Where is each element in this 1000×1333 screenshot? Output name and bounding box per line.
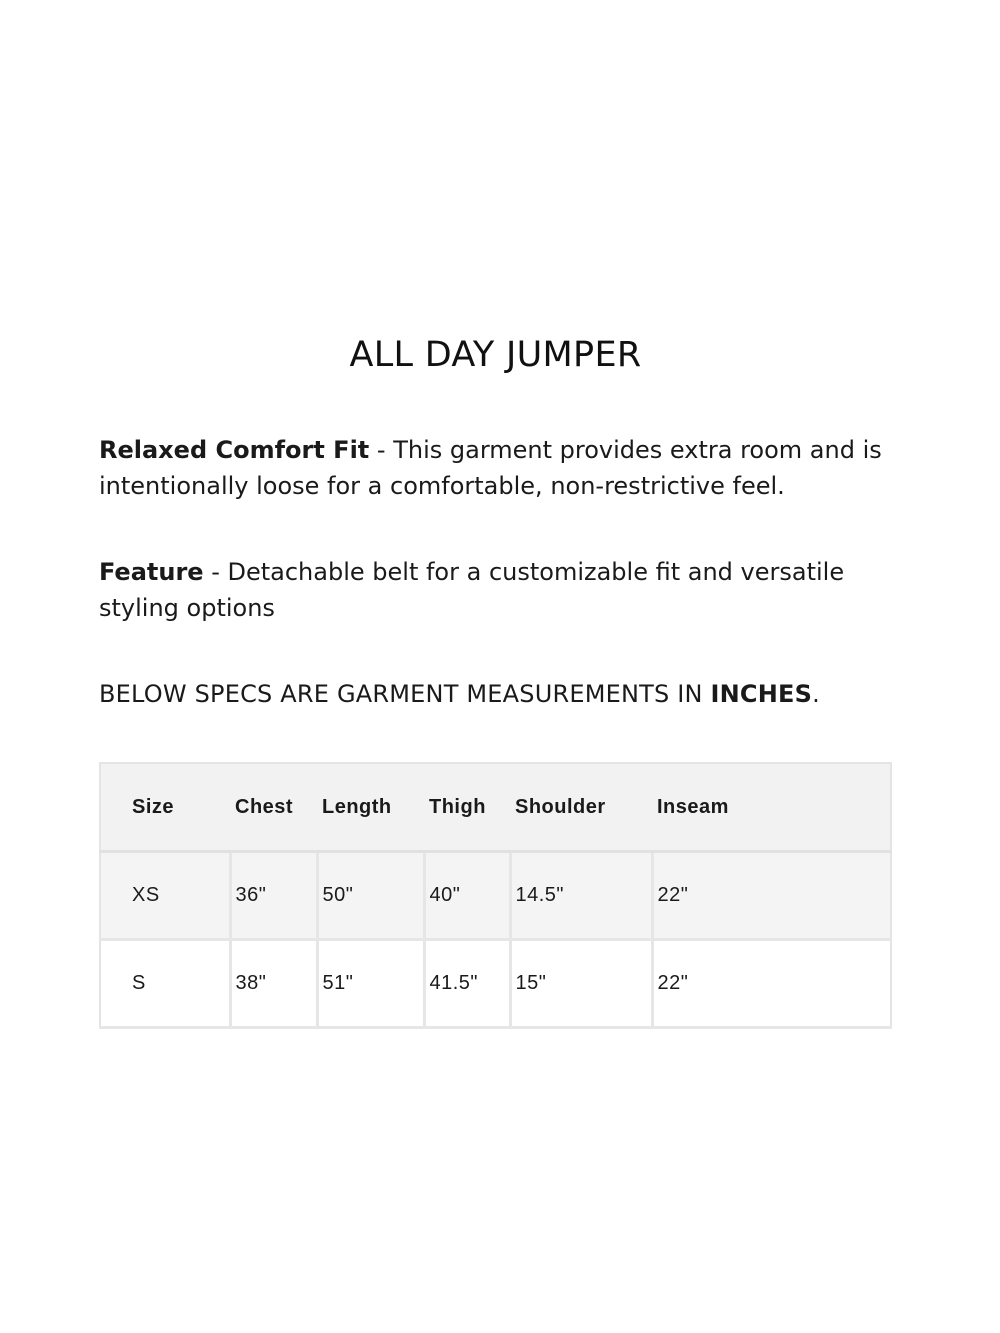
cell-size: S xyxy=(100,940,230,1028)
specs-note-unit: INCHES xyxy=(710,680,813,708)
cell-thigh: 41.5" xyxy=(424,940,510,1028)
cell-shoulder: 14.5" xyxy=(510,852,652,940)
cell-inseam: 22" xyxy=(652,940,891,1028)
table-header-row xyxy=(100,763,891,852)
fit-description xyxy=(99,432,892,504)
cell-size: XS xyxy=(100,852,230,940)
header-chest: Chest xyxy=(230,763,317,852)
cell-length: 51" xyxy=(317,940,424,1028)
table-row xyxy=(100,940,891,1028)
product-title: ALL DAY JUMPER xyxy=(349,335,642,375)
cell-thigh: 40" xyxy=(424,852,510,940)
header-size: Size xyxy=(100,763,230,852)
header-length: Length xyxy=(317,763,424,852)
feature-text: - Detachable belt for a customizable fit and versatile styling options xyxy=(99,558,845,622)
specs-note xyxy=(99,676,892,712)
feature-label: Feature xyxy=(99,558,204,586)
cell-shoulder: 15" xyxy=(510,940,652,1028)
header-shoulder: Shoulder xyxy=(510,763,652,852)
cell-chest: 36" xyxy=(230,852,317,940)
cell-length: 50" xyxy=(317,852,424,940)
cell-inseam: 22" xyxy=(652,852,891,940)
feature-description xyxy=(99,554,892,626)
cell-chest: 38" xyxy=(230,940,317,1028)
specs-note-prefix: BELOW SPECS ARE GARMENT MEASUREMENTS IN xyxy=(99,680,711,708)
fit-text: - This garment provides extra room and is intentionally loose for a comfortable, non-restrictive feel. xyxy=(99,436,882,500)
specs-note-suffix: . xyxy=(812,680,820,708)
fit-label: Relaxed Comfort Fit xyxy=(99,436,370,464)
header-inseam: Inseam xyxy=(652,763,891,852)
size-table xyxy=(99,762,892,1029)
header-thigh: Thigh xyxy=(424,763,510,852)
table-row xyxy=(100,852,891,940)
size-guide xyxy=(99,330,892,1029)
